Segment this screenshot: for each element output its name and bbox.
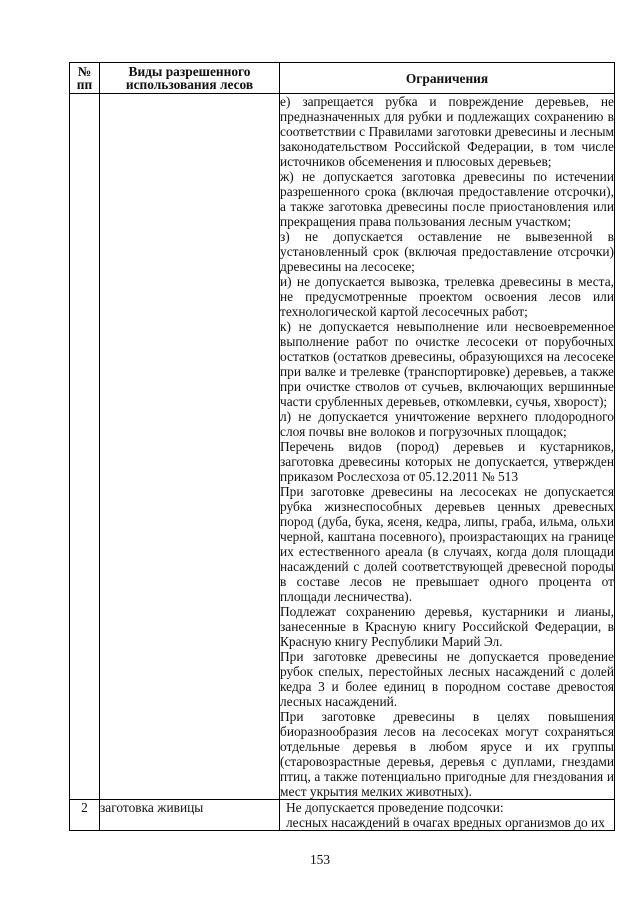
restriction-paragraph: е) запрещается рубка и повреждение деревьев, не предназначенных для рубки и подлежащих сохранению в соответствии с Правилами заготовки древесины и лесным законодательством Российской Федерации, в том числе источников обсеменения и плюсовых деревьев;: [280, 94, 614, 169]
table-row: [70, 800, 615, 831]
header-use-type: Виды разрешенного использования лесов: [100, 63, 280, 94]
use-type-cell: заготовка живицы: [100, 800, 280, 831]
restriction-paragraph: л) не допускается уничтожение верхнего плодородного слоя почвы вне волоков и погрузочных площадок;: [280, 409, 614, 439]
row-number-cell: 2: [70, 800, 100, 831]
restriction-paragraph: При заготовке древесины в целях повышения биоразнообразия лесов на лесосеках могут сохраняться отдельные деревья в любом ярусе и их группы (старовозрастные деревья, деревья с дуплами, гнездами птиц, а также потенциально пригодные для гнездования и мест укрытия мелких животных).: [280, 709, 614, 799]
restriction-paragraph: Подлежат сохранению деревья, кустарники и лианы, занесенные в Красную книгу Российской Федерации, в Красную книгу Республики Марий Эл.: [280, 604, 614, 649]
use-type-cell: [100, 94, 280, 800]
page-number: 153: [309, 852, 331, 867]
restriction-paragraph: При заготовке древесины на лесосеках не допускается рубка жизнеспособных деревьев ценных древесных пород (дуба, бука, ясеня, кедра, липы, граба, ильма, ольхи черной, каштана посевного), произрастающих на границе их естественного ареала (в случаях, когда доля площади насаждений с долей соответствующей древесной породы в составе лесов не превышает одного процента от площади лесничества).: [280, 484, 614, 604]
restrictions-cell: [280, 800, 615, 831]
header-number: № пп: [70, 63, 100, 94]
restriction-line: лесных насаждений в очагах вредных организмов до их: [286, 815, 605, 830]
restriction-paragraph: Перечень видов (пород) деревьев и кустарников, заготовка древесины которых не допускается, утвержден приказом Рослесхоза от 05.12.2011 № 513: [280, 439, 614, 484]
row-number-cell: [70, 94, 100, 800]
table-row: [70, 94, 615, 800]
table-header-row: [70, 63, 615, 94]
restrictions-table: [69, 62, 615, 831]
restrictions-cell: [280, 94, 615, 800]
restriction-line: Не допускается проведение подсочки:: [286, 800, 504, 815]
restriction-paragraph: ж) не допускается заготовка древесины по истечении разрешенного срока (включая предоставление отсрочки), а также заготовка древесины после приостановления или прекращения права пользования лесным участком;: [280, 169, 614, 229]
restriction-paragraph: и) не допускается вывозка, трелевка древесины в места, не предусмотренные проектом освоения лесов или технологической картой лесосечных работ;: [280, 274, 614, 319]
restriction-paragraph: к) не допускается невыполнение или несвоевременное выполнение работ по очистке лесосеки от порубочных остатков (остатков древесины, образующихся на лесосеке при валке и трелевке (транспортировке) деревьев, а также при очистке стволов от сучьев, включающих вершинные части срубленных деревьев, откомлевки, сучья, хворост);: [280, 319, 614, 409]
restriction-paragraph: з) не допускается оставление не вывезенной в установленный срок (включая предоставление отсрочки) древесины на лесосеке;: [280, 229, 614, 274]
restriction-paragraph: При заготовке древесины не допускается проведение рубок спелых, перестойных лесных насаждений с долей кедра 3 и более единиц в породном составе древостоя лесных насаждений.: [280, 649, 614, 709]
header-restrictions: Ограничения: [280, 63, 615, 94]
